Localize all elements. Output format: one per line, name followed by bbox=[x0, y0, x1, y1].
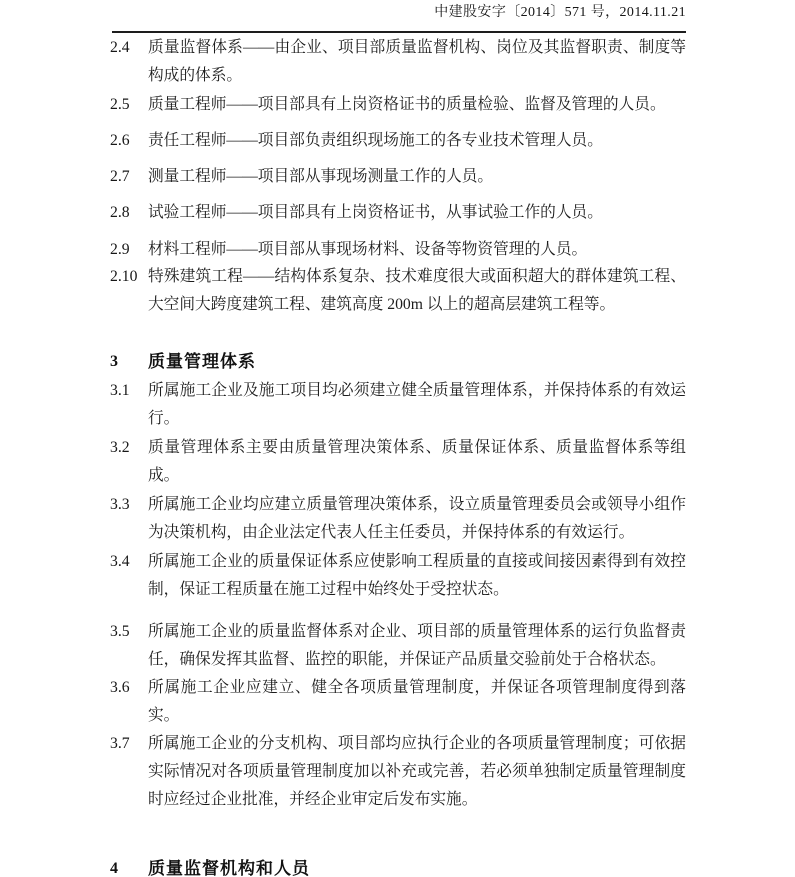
clause-text: 所属施工企业的质量保证体系应使影响工程质量的直接或间接因素得到有效控制，保证工程质量在施工过程中始终处于受控状态。 bbox=[148, 553, 686, 598]
clause-number: 3.4 bbox=[110, 553, 130, 570]
section-heading bbox=[110, 855, 686, 877]
clause-item bbox=[110, 730, 686, 814]
clause-item bbox=[110, 34, 686, 90]
clause-text: 特殊建筑工程——结构体系复杂、技术难度很大或面积超大的群体建筑工程、大空间大跨度建筑工程、建筑高度 200m 以上的超高层建筑工程等。 bbox=[148, 268, 686, 313]
clause-number: 3.6 bbox=[110, 679, 130, 696]
clause-text: 所属施工企业均应建立质量管理决策体系，设立质量管理委员会或领导小组作为决策机构，由企业法定代表人任主任委员，并保持体系的有效运行。 bbox=[148, 496, 686, 541]
clause-item bbox=[110, 236, 686, 264]
clause-number: 3.2 bbox=[110, 439, 130, 456]
clause-item bbox=[110, 199, 686, 227]
clause-item bbox=[110, 377, 686, 433]
document-number: 中建股安字〔2014〕571 号，2014.11.21 bbox=[434, 5, 686, 20]
clause-item bbox=[110, 91, 686, 119]
clause-number: 2.8 bbox=[110, 204, 130, 221]
clause-text: 质量监督体系——由企业、项目部质量监督机构、岗位及其监督职责、制度等构成的体系。 bbox=[148, 39, 686, 84]
clause-number: 2.9 bbox=[110, 241, 130, 258]
clause-number: 3.3 bbox=[110, 496, 130, 513]
clause-item bbox=[110, 163, 686, 191]
header-rule bbox=[112, 31, 686, 33]
clause-text: 材料工程师——项目部从事现场材料、设备等物资管理的人员。 bbox=[148, 241, 588, 258]
clause-number: 3.5 bbox=[110, 623, 130, 640]
section-title: 质量管理体系 bbox=[148, 352, 256, 371]
clause-number: 3.1 bbox=[110, 382, 130, 399]
clause-text: 所属施工企业应建立、健全各项质量管理制度，并保证各项管理制度得到落实。 bbox=[148, 679, 686, 724]
clause-text: 所属施工企业的质量监督体系对企业、项目部的质量管理体系的运行负监督责任，确保发挥其监督、监控的职能，并保证产品质量交验前处于合格状态。 bbox=[148, 623, 686, 668]
clause-item bbox=[110, 618, 686, 674]
clause-text: 所属施工企业的分支机构、项目部均应执行企业的各项质量管理制度；可依据实际情况对各项质量管理制度加以补充或完善，若必须单独制定质量管理制度时应经过企业批准，并经企业审定后发布实施。 bbox=[148, 735, 686, 808]
clause-number: 3.7 bbox=[110, 735, 130, 752]
clause-number: 2.10 bbox=[110, 268, 138, 285]
clause-item bbox=[110, 263, 686, 319]
clause-number: 2.4 bbox=[110, 39, 130, 56]
clause-number: 2.7 bbox=[110, 168, 130, 185]
clause-text: 试验工程师——项目部具有上岗资格证书，从事试验工作的人员。 bbox=[148, 204, 603, 221]
clause-number: 2.5 bbox=[110, 96, 130, 113]
section-number: 3 bbox=[110, 353, 118, 370]
section-title: 质量监督机构和人员 bbox=[148, 859, 310, 877]
clause-item bbox=[110, 491, 686, 547]
clause-text: 所属施工企业及施工项目均必须建立健全质量管理体系，并保持体系的有效运行。 bbox=[148, 382, 686, 427]
section-heading bbox=[110, 348, 686, 376]
clause-item bbox=[110, 548, 686, 604]
clause-text: 质量管理体系主要由质量管理决策体系、质量保证体系、质量监督体系等组成。 bbox=[148, 439, 686, 484]
clause-item bbox=[110, 127, 686, 155]
clause-number: 2.6 bbox=[110, 132, 130, 149]
clause-text: 测量工程师——项目部从事现场测量工作的人员。 bbox=[148, 168, 494, 185]
clause-text: 责任工程师——项目部负责组织现场施工的各专业技术管理人员。 bbox=[148, 132, 603, 149]
clause-item bbox=[110, 434, 686, 490]
clause-text: 质量工程师——项目部具有上岗资格证书的质量检验、监督及管理的人员。 bbox=[148, 96, 666, 113]
clause-item bbox=[110, 674, 686, 730]
section-number: 4 bbox=[110, 860, 118, 877]
